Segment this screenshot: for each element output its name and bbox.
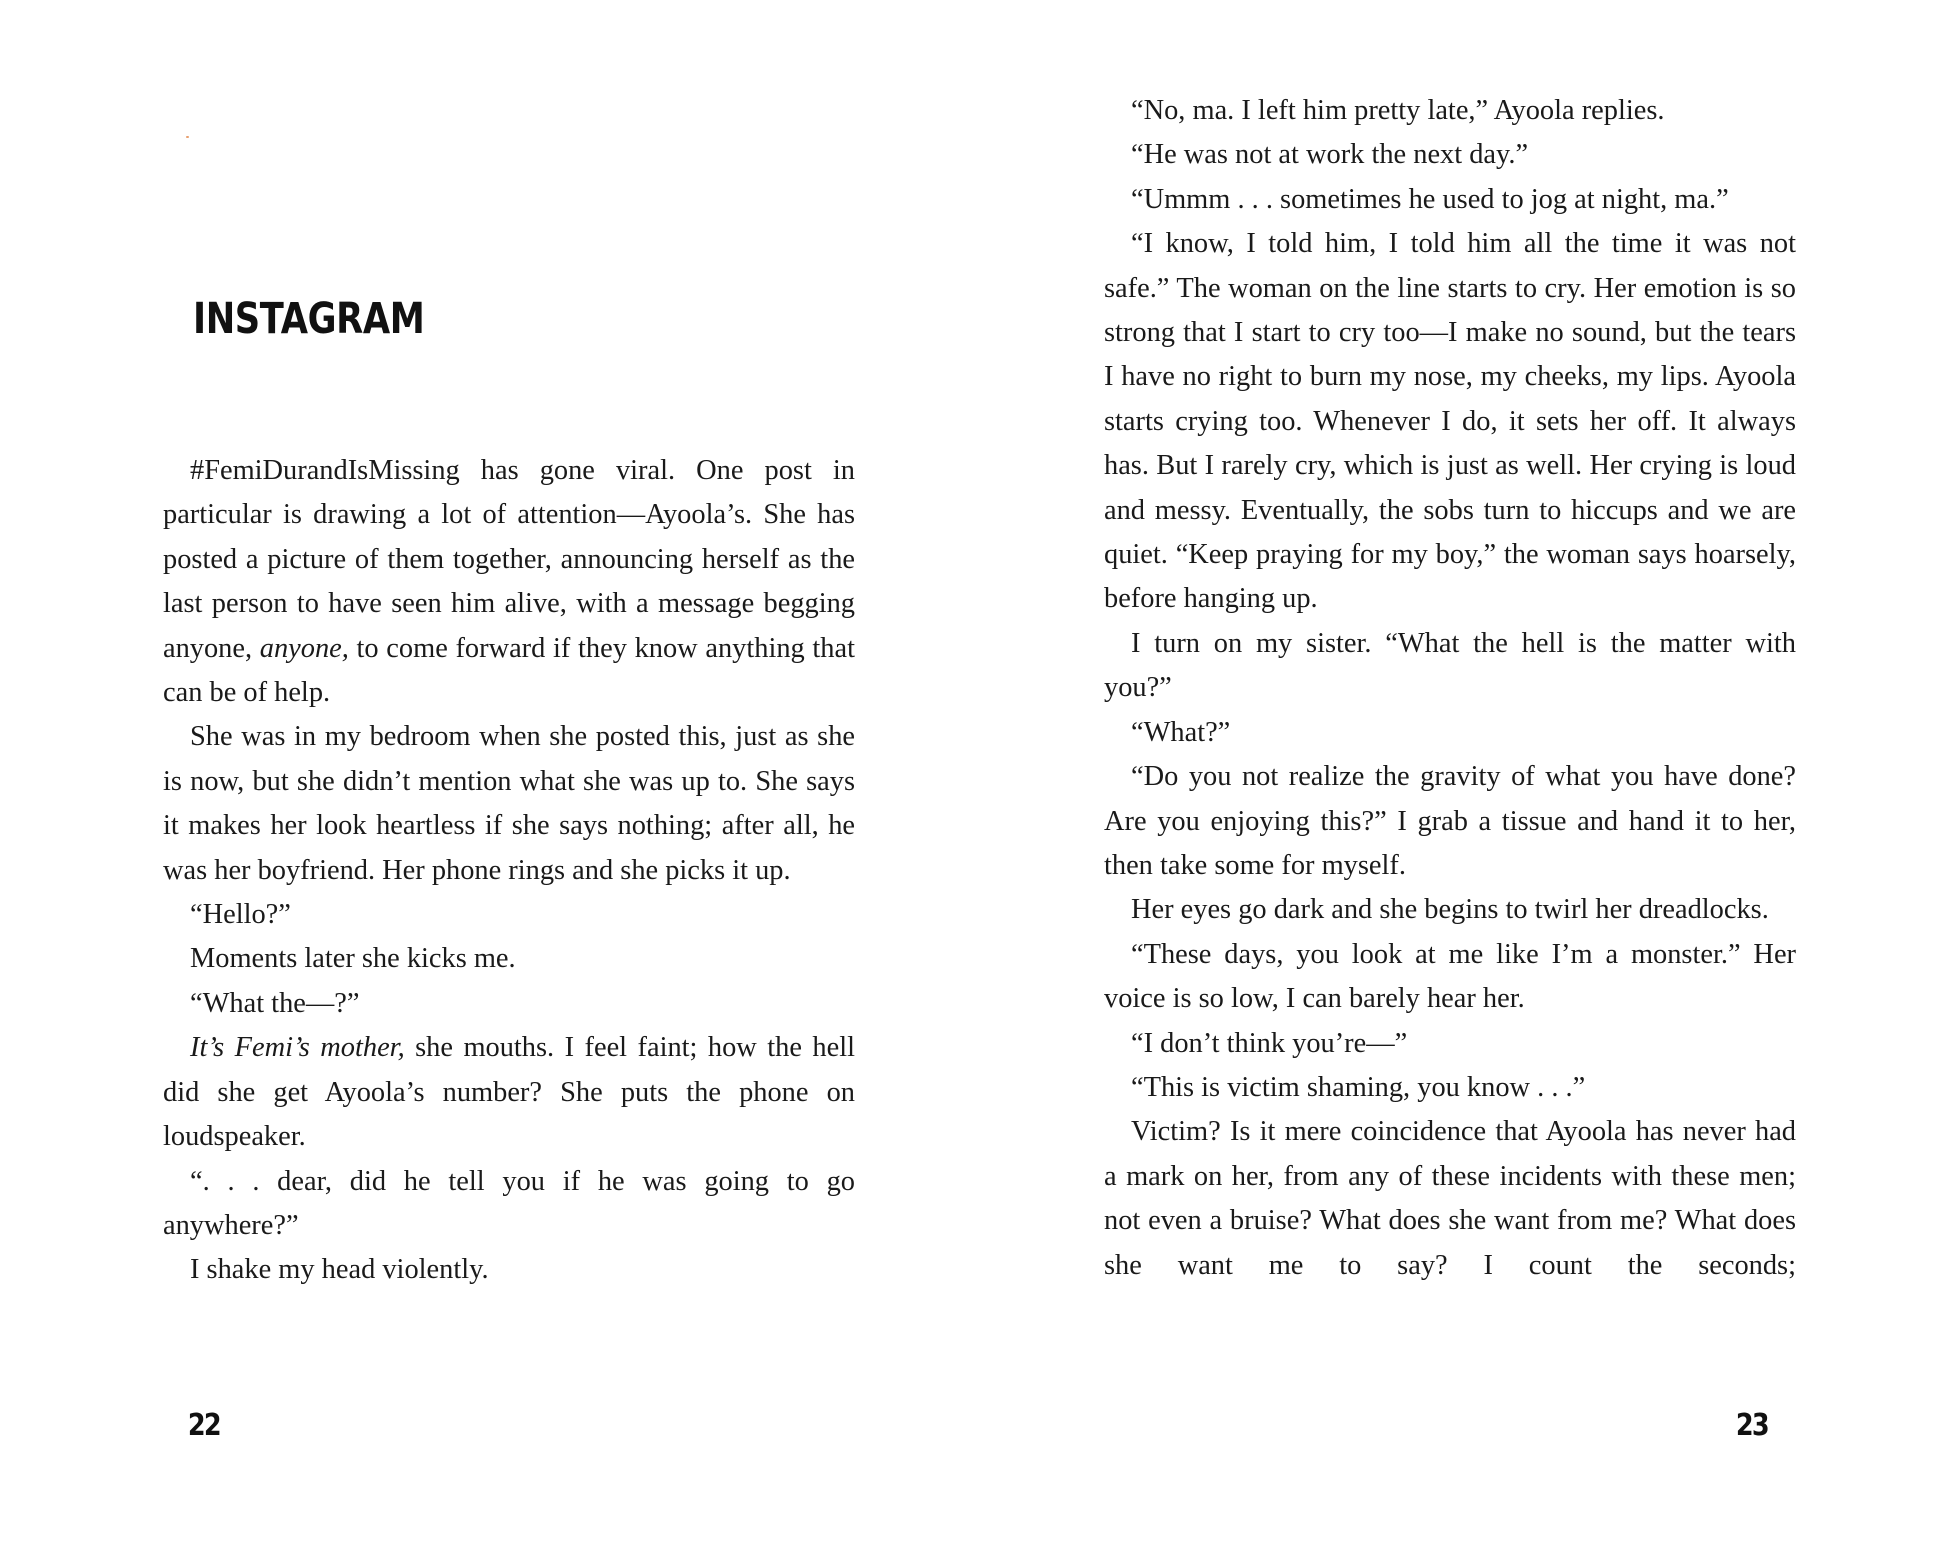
paragraph	[163, 449, 855, 715]
page-number: 23	[1735, 1408, 1768, 1443]
paragraph: “What the—?”	[190, 987, 360, 1019]
chapter-title: INSTAGRAM	[193, 294, 425, 344]
paragraph: “Hello?”	[190, 899, 291, 931]
paragraph-italic: It’s Femi’s mother,	[190, 1032, 405, 1064]
paragraph: “Ummm . . . sometimes he used to jog at night, ma.”	[1131, 183, 1729, 215]
paragraph: “. . . dear, did he tell you if he was going to go anywhere?”	[163, 1165, 855, 1241]
paragraph: “He was not at work the next day.”	[1131, 139, 1529, 171]
paragraph: “This is victim shaming, you know . . .”	[1131, 1071, 1586, 1103]
page-number: 22	[187, 1408, 220, 1443]
paragraph-text: #FemiDurandIsMissing has gone viral. One post in particular is drawing a lot of attention—Ayoola’s. She has posted a picture of them together, announcing herself as the last person to have seen him alive, with a message begging anyone,	[163, 455, 855, 664]
paragraph: “I don’t think you’re—”	[1131, 1027, 1408, 1059]
left-page-body	[163, 449, 855, 1293]
paragraph: Her eyes go dark and she begins to twirl her dreadlocks.	[1131, 894, 1769, 926]
paragraph-text: to come forward if they know anything that can be of help.	[163, 632, 855, 709]
paragraph: I turn on my sister. “What the hell is the matter with you?”	[1104, 627, 1796, 704]
paragraph: “These days, you look at me like I’m a monster.” Her voice is so low, I can barely hear her.	[1104, 938, 1796, 1015]
right-page	[974, 0, 1948, 1550]
paragraph-text: she mouths. I feel faint; how the hell did she get Ayoola’s number? She puts the phone on loudspeaker.	[163, 1032, 855, 1153]
paragraph: “Do you not realize the gravity of what you have done? Are you enjoying this?” I grab a tissue and hand it to her, then take some for myself.	[1104, 761, 1796, 881]
paragraph: Moments later she kicks me.	[190, 943, 516, 975]
paragraph: Victim? Is it mere coincidence that Ayoola has never had a mark on her, from any of these incidents with these men; not even a bruise? What does she want from me? What does she want me to say? I count the seconds;	[1104, 1116, 1796, 1281]
paragraph: “No, ma. I left him pretty late,” Ayoola replies.	[1131, 95, 1665, 126]
right-page-body	[1104, 89, 1796, 1288]
paragraph: “What?”	[1131, 716, 1231, 748]
paragraph: She was in my bedroom when she posted this, just as she is now, but she didn’t mention what she was up to. She says it makes her look heartless if she says nothing; after all, he was her boyfriend. Her phone rings and she picks it up.	[163, 721, 855, 886]
paragraph: “I know, I told him, I told him all the time it was not safe.” The woman on the line starts to cry. Her emotion is so strong that I start to cry too—I make no sound, but the tears I have no right to burn my nose, my cheeks, my lips. Ayoola starts crying too. Whenever I do, it sets her off. It always has. But I rarely cry, which is just as well. Her crying is loud and messy. Eventually, the sobs turn to hiccups and we are quiet. “Keep praying for my boy,” the woman says hoarsely, before hanging up.	[1104, 228, 1796, 615]
ink-speck	[186, 136, 189, 138]
paragraph-italic: anyone,	[259, 632, 349, 664]
paragraph	[163, 1026, 855, 1159]
paragraph: I shake my head violently.	[190, 1254, 489, 1286]
